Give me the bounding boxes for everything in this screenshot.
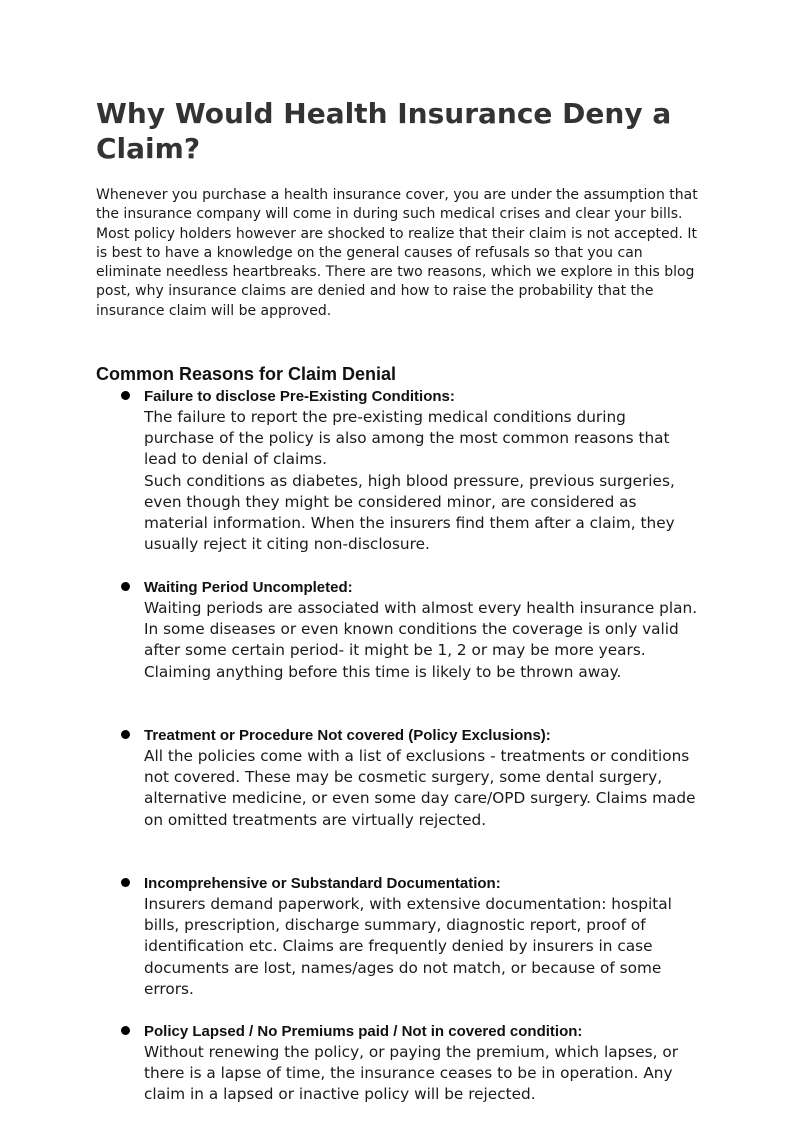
reason-body: Insurers demand paperwork, with extensive documentation: hospital bills, prescription, discharge summary, diagnostic report, proof of identification etc. Claims are frequently denied by insurers in case documents are lost, names/ages do not match, or because of some errors. [144,895,672,998]
reason-title: Policy Lapsed / No Premiums paid / Not in covered condition: [144,1023,583,1040]
list-item [144,1022,700,1106]
list-item [144,726,700,831]
reason-body: The failure to report the pre-existing medical conditions during purchase of the policy is also among the most common reasons that lead to denial of claims. Such conditions as diabetes, high blood pressure, previous surgeries, even though they might be considered minor, are considered as material information. When the insurers find them after a claim, they usually reject it citing non-disclosure. [144,408,675,554]
reason-title: Failure to disclose Pre-Existing Conditions: [144,388,455,405]
bullet-icon [121,730,130,739]
reason-title: Incomprehensive or Substandard Documentation: [144,875,501,892]
reason-title: Waiting Period Uncompleted: [144,579,353,596]
section-heading: Common Reasons for Claim Denial [96,364,397,384]
page-title: Why Would Health Insurance Deny a Claim? [96,97,672,165]
reason-body: All the policies come with a list of exclusions - treatments or conditions not covered. These may be cosmetic surgery, some dental surgery, alternative medicine, or even some day care/OPD surgery. Claims made on omitted treatments are virtually rejected. [144,747,696,829]
bullet-icon [121,391,130,400]
reason-body: Without renewing the policy, or paying the premium, which lapses, or there is a lapse of time, the insurance ceases to be in operation. Any claim in a lapsed or inactive policy will be rejected. [144,1043,679,1104]
list-item [144,578,700,683]
list-item [144,874,700,1000]
reason-title: Treatment or Procedure Not covered (Policy Exclusions): [144,727,551,744]
bullet-icon [121,878,130,887]
reason-body: Waiting periods are associated with almost every health insurance plan. In some diseases or even known conditions the coverage is only valid after some certain period- it might be 1, 2 or may be more years. Claiming anything before this time is likely to be thrown away. [144,599,698,681]
list-item [144,387,700,555]
intro-paragraph: Whenever you purchase a health insurance cover, you are under the assumption that the insurance company will come in during such medical crises and clear your bills. Most policy holders however are shocked to realize that their claim is not accepted. It is best to have a knowledge on the general causes of refusals so that you can eliminate needless heartbreaks. There are two reasons, which we explore in this blog post, why insurance claims are denied and how to raise the probability that the insurance claim will be approved. [96,187,698,319]
bullet-icon [121,1026,130,1035]
bullet-icon [121,582,130,591]
